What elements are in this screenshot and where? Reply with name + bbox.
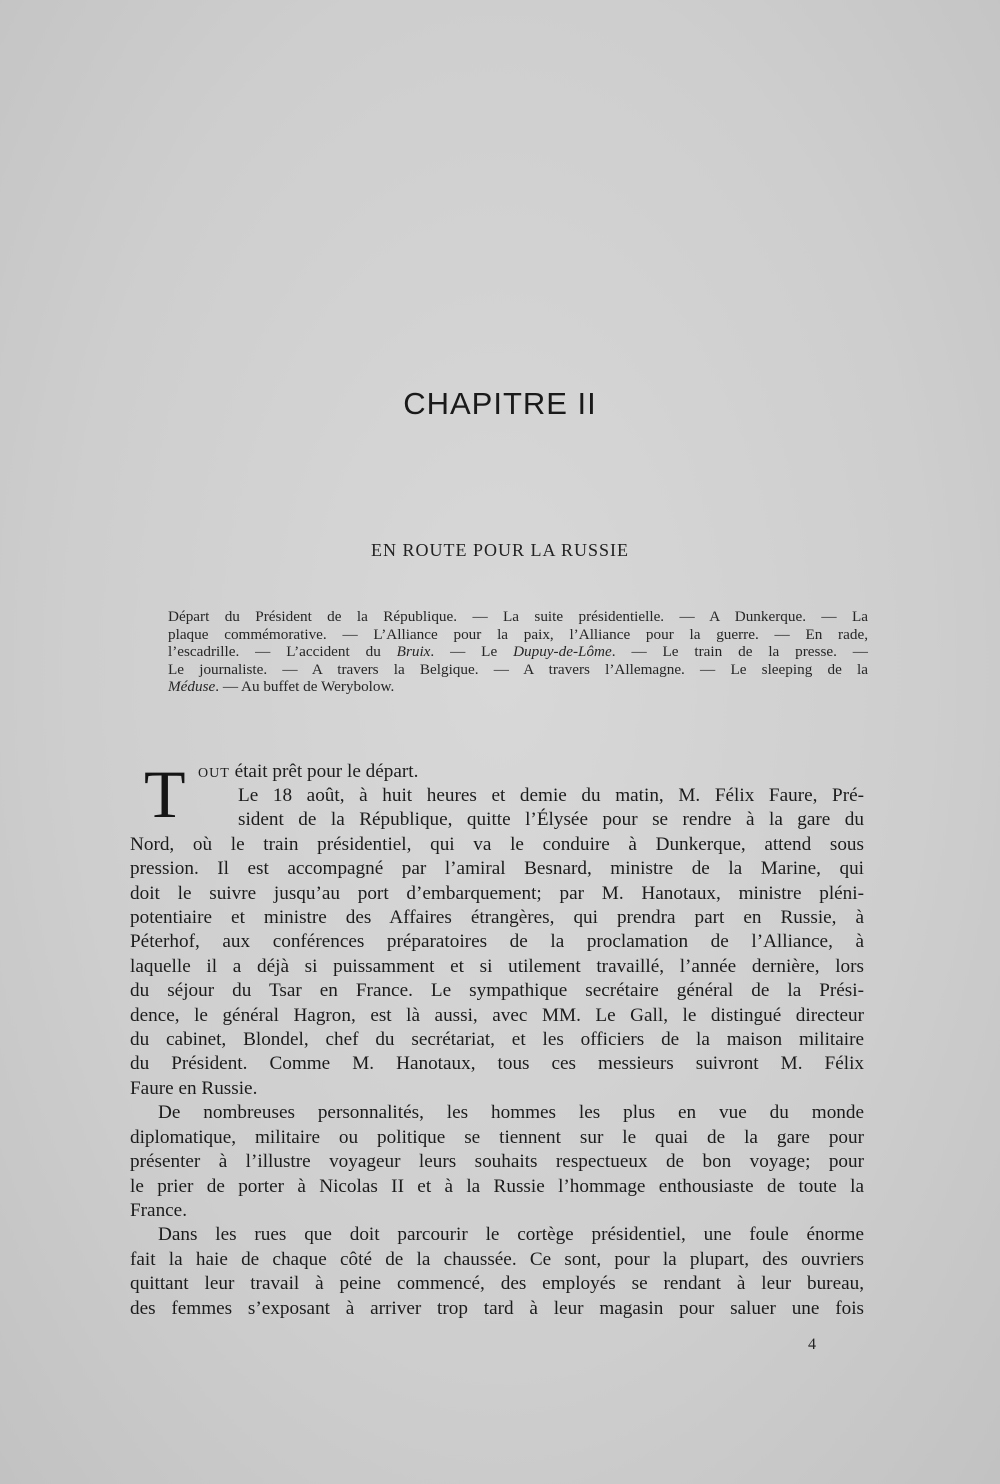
summary-line: l’escadrille. — L’accident du Bruix. — Le Dupuy-de-Lôme. — Le train de la presse. — (168, 643, 868, 661)
text-line: diplomatique, militaire ou politique se tiennent sur le quai de la gare pour (130, 1126, 864, 1148)
text-line: potentiaire et ministre des Affaires étrangères, qui prendra part en Russie, à (130, 907, 864, 929)
text-line: fait la haie de chaque côté de la chaussée. Ce sont, pour la plupart, des ouvriers (130, 1248, 864, 1270)
summary-line: Le journaliste. — A travers la Belgique. — A travers l’Allemagne. — Le sleeping de la (168, 660, 868, 678)
text-line: du Président. Comme M. Hanotaux, tous ces messieurs suivront M. Félix (130, 1053, 864, 1075)
chapter-title: CHAPITRE II (403, 386, 597, 421)
text-line: Péterhof, aux conférences préparatoires de la proclamation de l’Alliance, à (130, 931, 864, 953)
text-line: dence, le général Hagron, est là aussi, avec MM. Le Gall, le distingué directeur (130, 1004, 864, 1026)
first-line-rest: était prêt pour le départ. (229, 761, 419, 782)
text-line: Faure en Russie. (130, 1077, 258, 1099)
text-line: Le 18 août, à huit heures et demie du matin, M. Félix Faure, Pré- (238, 785, 864, 806)
text-line: quittant leur travail à peine commencé, des employés se rendant à leur bureau, (130, 1273, 864, 1295)
text-line: des femmes s’exposant à arriver trop tard à leur magasin pour saluer une fois (130, 1297, 864, 1319)
drop-cap: T (144, 756, 186, 832)
text-line: du séjour du Tsar en France. Le sympathique secrétaire général de la Prési- (130, 980, 864, 1002)
text-line: du cabinet, Blondel, chef du secrétariat, et les officiers de la maison militaire (130, 1029, 864, 1051)
text-line: laquelle il a déjà si puissamment et si utilement travaillé, l’année dernière, lors (130, 955, 864, 977)
text-line: Nord, où le train présidentiel, qui va le conduire à Dunkerque, attend sous (130, 833, 864, 855)
section-title: EN ROUTE POUR LA RUSSIE (370, 540, 630, 560)
text-line: pression. Il est accompagné par l’amiral Besnard, ministre de la Marine, qui (130, 858, 864, 880)
first-word-smallcaps: OUT (198, 766, 230, 781)
page-number: 4 (808, 1336, 816, 1353)
text-line: le prier de porter à Nicolas II et à la Russie l’hommage enthousiaste de toute la (130, 1175, 864, 1197)
text-line: De nombreuses personnalités, les hommes les plus en vue du monde (158, 1102, 864, 1124)
text-line: sident de la République, quitte l’Élysée pour se rendre à la gare du (238, 809, 864, 831)
chapter-summary (168, 608, 868, 696)
first-line (198, 760, 418, 786)
text-line: France. (130, 1199, 188, 1221)
summary-line: Méduse. — Au buffet de Werybolow. (168, 678, 395, 696)
text-line: doit le suivre jusqu’au port d’embarquement; par M. Hanotaux, ministre pléni- (130, 882, 864, 904)
summary-line: plaque commémorative. — L’Alliance pour la paix, l’Alliance pour la guerre. — En rade, (168, 625, 868, 643)
summary-line: Départ du Président de la République. — La suite présidentielle. — A Dunkerque. — La (168, 608, 868, 625)
body-text (130, 784, 864, 1321)
text-line: présenter à l’illustre voyageur leurs souhaits respectueux de bon voyage; pour (130, 1151, 864, 1173)
text-line: Dans les rues que doit parcourir le cortège présidentiel, une foule énorme (158, 1224, 864, 1246)
